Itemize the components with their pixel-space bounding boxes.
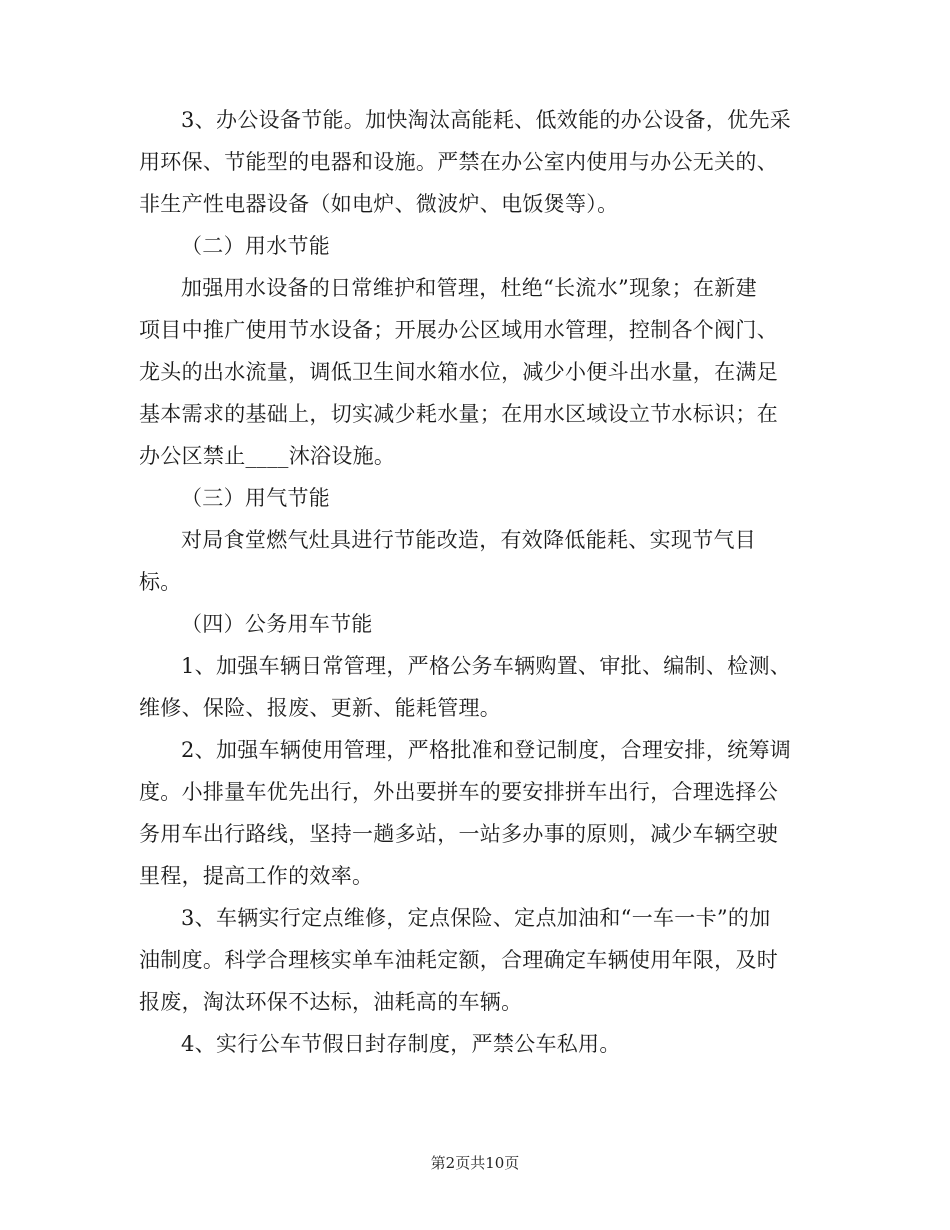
text-line: 龙头的出水流量，调低卫生间水箱水位，减少小便斗出水量，在满足 xyxy=(139,360,778,384)
text-line: 4、实行公车节假日封存制度，严禁公车私用。 xyxy=(181,1032,621,1056)
text-line: 报废，淘汰环保不达标，油耗高的车辆。 xyxy=(139,990,523,1014)
text-line: （四）公务用车节能 xyxy=(181,612,373,636)
text-line: 油制度。科学合理核实单车油耗定额，合理确定车辆使用年限，及时 xyxy=(139,948,778,972)
text-line: 基本需求的基础上，切实减少耗水量；在用水区域设立节水标识；在 xyxy=(139,402,778,426)
document-body xyxy=(139,99,815,1065)
text-line: 度。小排量车优先出行，外出要拼车的要安排拼车出行，合理选择公 xyxy=(139,780,778,804)
text-line: （二）用水节能 xyxy=(181,234,331,258)
text-line: 务用车出行路线，坚持一趟多站，一站多办事的原则，减少车辆空驶 xyxy=(139,822,778,846)
text-line: 非生产性电器设备（如电炉、微波炉、电饭煲等）。 xyxy=(139,192,619,216)
text-line: 办公区禁止____沐浴设施。 xyxy=(139,444,396,468)
text-line: 标。 xyxy=(139,570,182,594)
text-line: 里程，提高工作的效率。 xyxy=(139,864,374,888)
page-footer: 第2页共10页 xyxy=(430,1154,520,1172)
text-line: 维修、保险、报废、更新、能耗管理。 xyxy=(139,696,502,720)
text-line: 3、办公设备节能。加快淘汰高能耗、低效能的办公设备，优先采 xyxy=(181,108,792,132)
text-line: 项目中推广使用节水设备；开展办公区域用水管理，控制各个阀门、 xyxy=(139,318,778,342)
text-line: 2、加强车辆使用管理，严格批准和登记制度，合理安排，统筹调 xyxy=(181,738,792,762)
text-line: 3、车辆实行定点维修，定点保险、定点加油和“一车一卡”的加 xyxy=(181,906,771,930)
text-line: 对局食堂燃气灶具进行节能改造，有效降低能耗、实现节气目 xyxy=(181,528,757,552)
text-line: 加强用水设备的日常维护和管理，杜绝“长流水”现象；在新建 xyxy=(181,276,757,300)
text-line: 用环保、节能型的电器和设施。严禁在办公室内使用与办公无关的、 xyxy=(139,150,778,174)
text-line: 1、加强车辆日常管理，严格公务车辆购置、审批、编制、检测、 xyxy=(181,654,792,678)
text-line: （三）用气节能 xyxy=(181,486,331,510)
